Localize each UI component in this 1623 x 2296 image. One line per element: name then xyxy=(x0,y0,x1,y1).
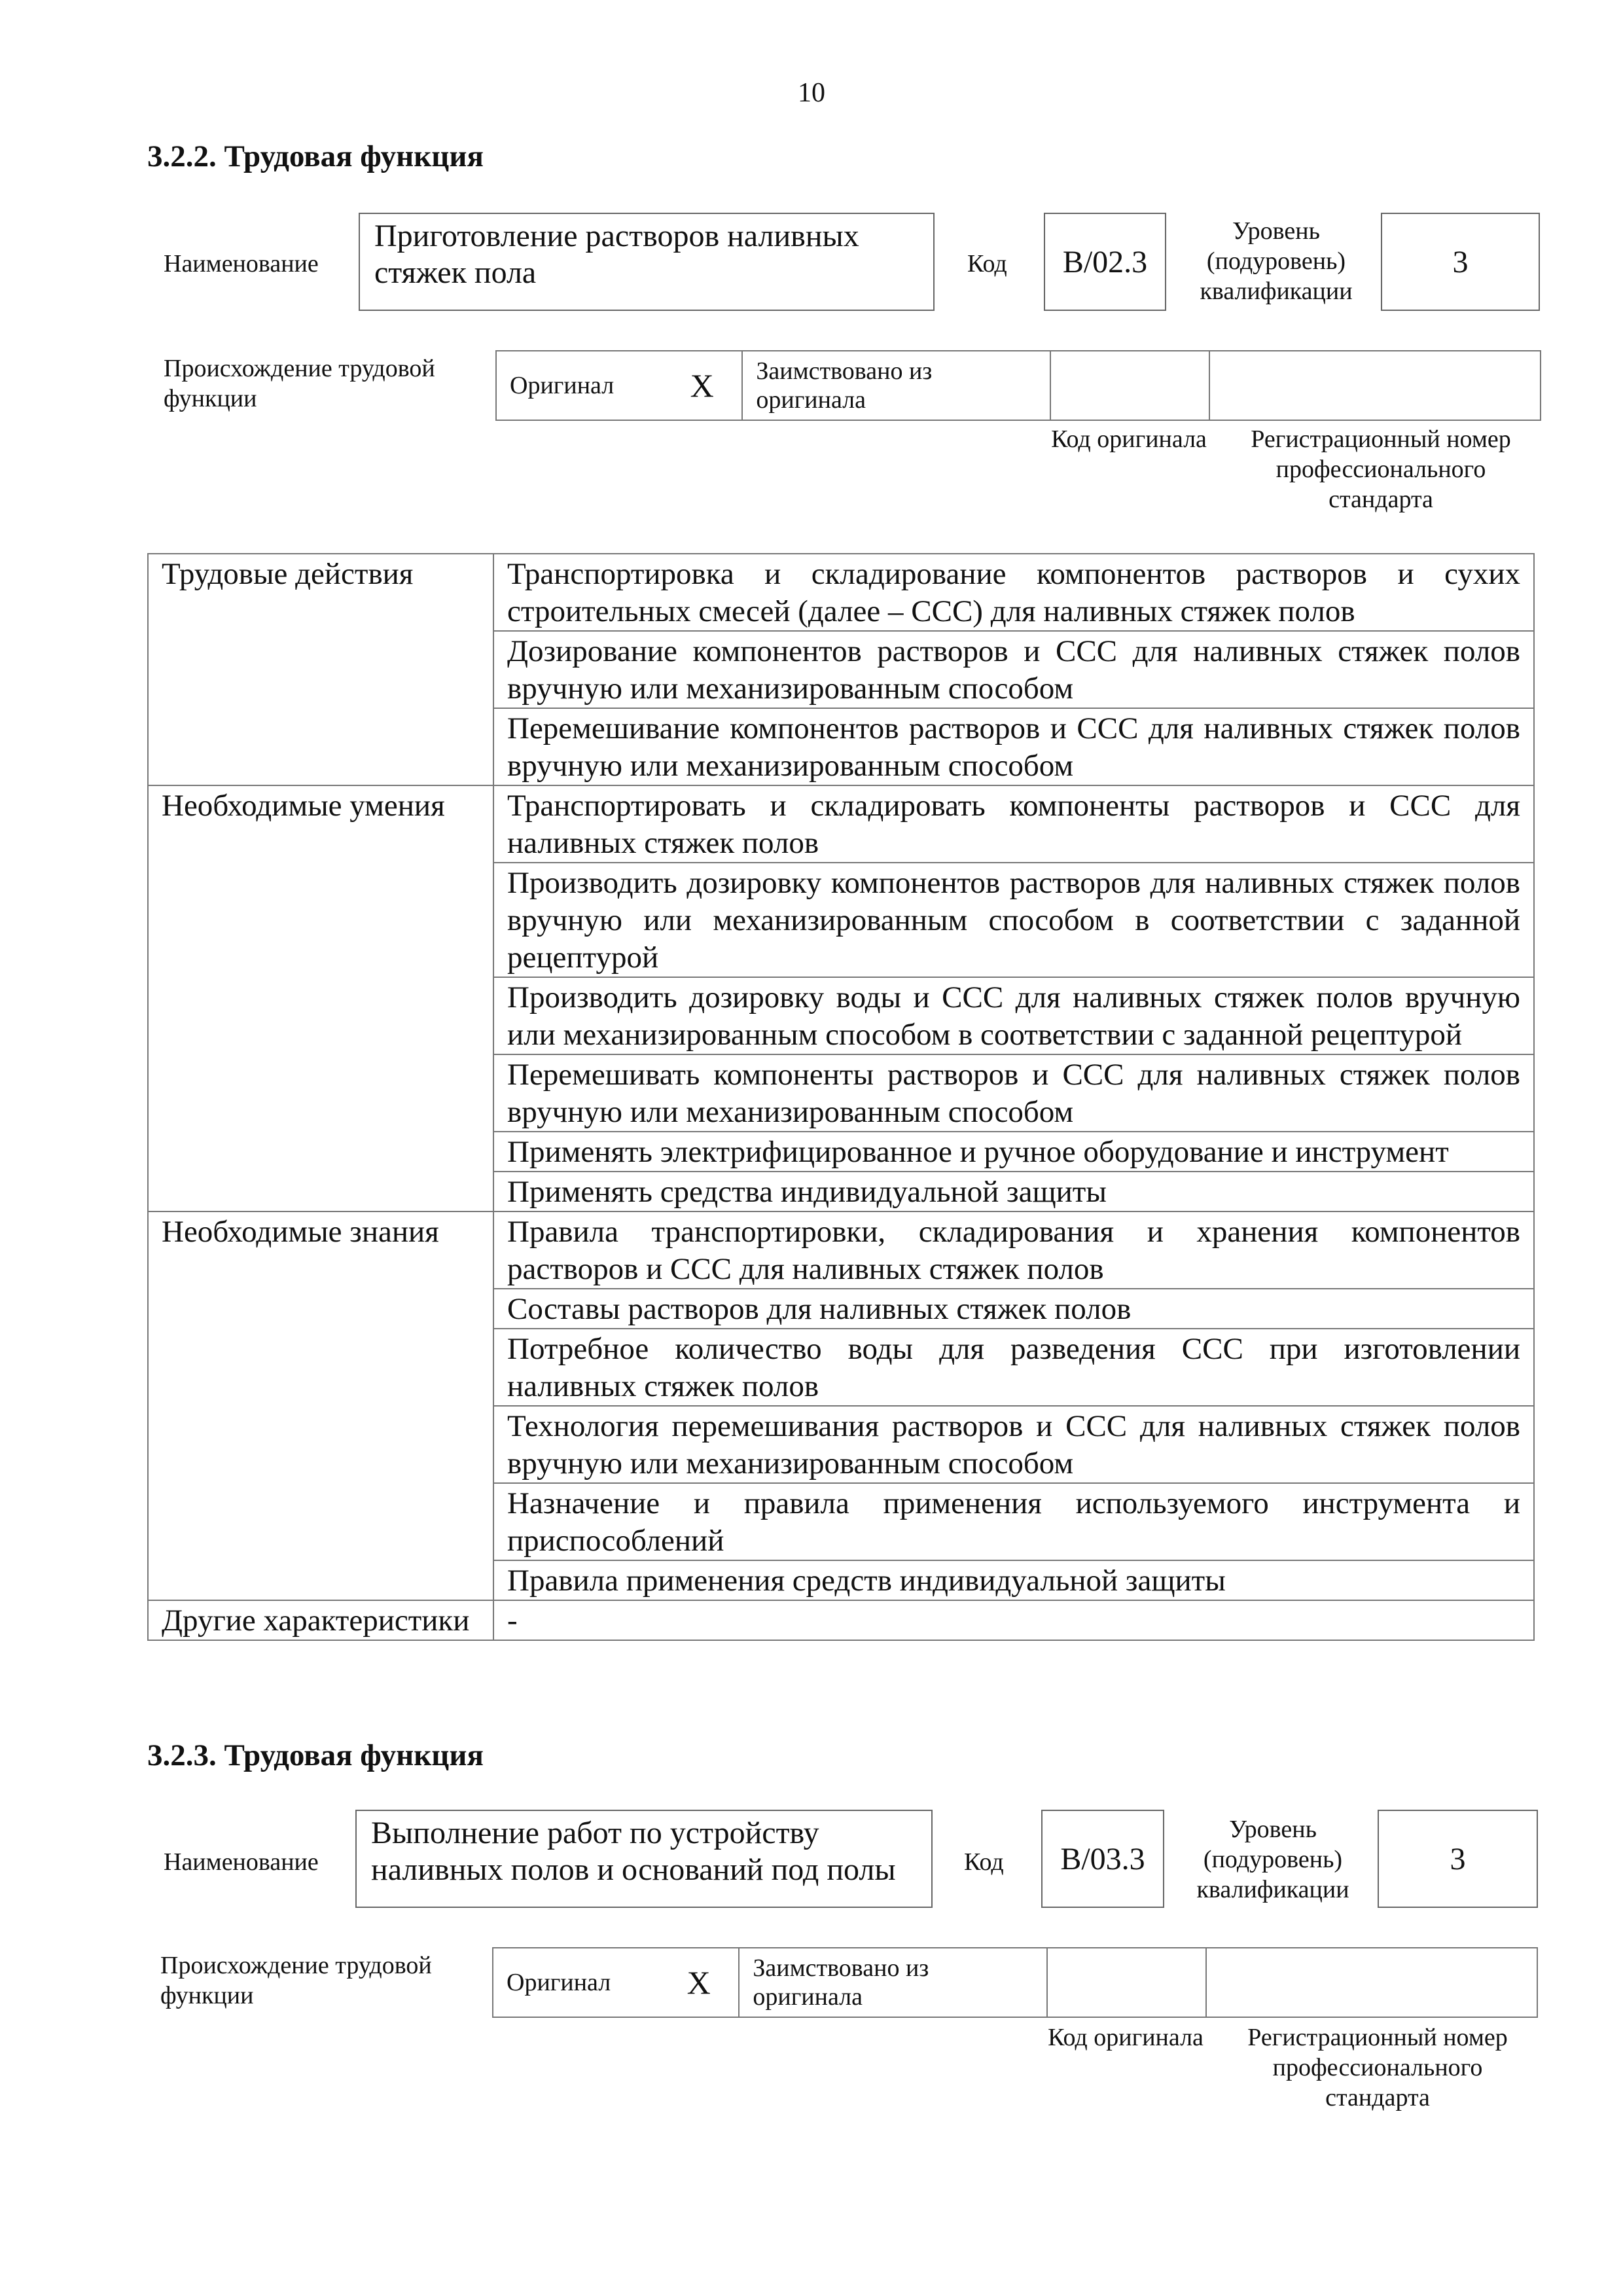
origin-table xyxy=(495,350,1541,421)
reg-number-cell xyxy=(1209,351,1541,420)
original-label: Оригинал xyxy=(496,351,677,420)
labor-action-item: Транспортировка и складирование компонентов растворов и сухих строительных смесей (далее – ССС) для наливных стяжек полов xyxy=(493,554,1534,631)
skill-item: Применять средства индивидуальной защиты xyxy=(493,1172,1534,1211)
origin-label: Происхождение трудовой функции xyxy=(160,1952,432,2009)
table-row xyxy=(148,554,1534,631)
function-name-box: Выполнение работ по устройству наливных полов и оснований под полы xyxy=(355,1810,933,1908)
section-heading: 3.2.3. Трудовая функция xyxy=(147,1738,484,1772)
code-value-box: B/03.3 xyxy=(1041,1810,1164,1908)
orig-code-caption: Код оригинала xyxy=(1051,425,1207,453)
table-row xyxy=(148,1211,1534,1289)
page-number: 10 xyxy=(798,78,825,108)
level-value-box: 3 xyxy=(1378,1810,1538,1908)
labor-function-table xyxy=(147,553,1535,1641)
skill-item: Производить дозировку воды и ССС для наливных стяжек полов вручную или механизированным способом в соответствии с заданной рецептурой xyxy=(493,977,1534,1054)
code-value-box: B/02.3 xyxy=(1044,213,1166,311)
reg-number-caption: Регистрационный номер профессионального стандарта xyxy=(1247,2024,1508,2111)
original-code-cell xyxy=(1050,351,1210,420)
row-category-label: Необходимые знания xyxy=(148,1211,493,1600)
level-label: Уровень (подуровень) квалификации xyxy=(1200,217,1353,305)
original-code-cell xyxy=(1047,1948,1207,2017)
borrowed-label: Заимствовано из оригинала xyxy=(742,351,1050,420)
borrowed-label: Заимствовано из оригинала xyxy=(739,1948,1046,2017)
level-value-box: 3 xyxy=(1381,213,1540,311)
level-label: Уровень (подуровень) квалификации xyxy=(1196,1816,1349,1903)
code-label: Код xyxy=(967,250,1007,278)
knowledge-item: Правила применения средств индивидуальной защиты xyxy=(493,1560,1534,1600)
labor-action-item: Перемешивание компонентов растворов и ССС для наливных стяжек полов вручную или механизированным способом xyxy=(493,708,1534,785)
skill-item: Производить дозировку компонентов растворов для наливных стяжек полов вручную или механизированным способом в соответствии с заданной рецептурой xyxy=(493,863,1534,977)
origin-label: Происхождение трудовой функции xyxy=(164,355,435,412)
code-label: Код xyxy=(964,1848,1004,1876)
origin-table xyxy=(492,1947,1538,2018)
other-characteristics-value: - xyxy=(493,1600,1534,1640)
reg-number-cell xyxy=(1206,1948,1537,2017)
name-label: Наименование xyxy=(164,1848,319,1876)
section-heading: 3.2.2. Трудовая функция xyxy=(147,139,484,173)
table-row xyxy=(148,785,1534,863)
skill-item: Перемешивать компоненты растворов и ССС для наливных стяжек полов вручную или механизированным способом xyxy=(493,1054,1534,1132)
knowledge-item: Составы растворов для наливных стяжек полов xyxy=(493,1289,1534,1329)
original-mark: X xyxy=(677,351,743,420)
row-category-label: Необходимые умения xyxy=(148,785,493,1211)
table-row xyxy=(148,1600,1534,1640)
knowledge-item: Технология перемешивания растворов и ССС для наливных стяжек полов вручную или механизированным способом xyxy=(493,1406,1534,1483)
name-label: Наименование xyxy=(164,250,319,278)
reg-number-caption: Регистрационный номер профессионального стандарта xyxy=(1251,425,1511,513)
function-name-box: Приготовление растворов наливных стяжек пола xyxy=(359,213,935,311)
skill-item: Применять электрифицированное и ручное оборудование и инструмент xyxy=(493,1132,1534,1172)
labor-action-item: Дозирование компонентов растворов и ССС для наливных стяжек полов вручную или механизированным способом xyxy=(493,631,1534,708)
skill-item: Транспортировать и складировать компоненты растворов и ССС для наливных стяжек полов xyxy=(493,785,1534,863)
row-category-label: Трудовые действия xyxy=(148,554,493,785)
knowledge-item: Потребное количество воды для разведения ССС при изготовлении наливных стяжек полов xyxy=(493,1329,1534,1406)
original-mark: X xyxy=(674,1948,740,2017)
knowledge-item: Правила транспортировки, складирования и хранения компонентов растворов и ССС для наливных стяжек полов xyxy=(493,1211,1534,1289)
knowledge-item: Назначение и правила применения используемого инструмента и приспособлений xyxy=(493,1483,1534,1560)
row-category-label: Другие характеристики xyxy=(148,1600,493,1640)
original-label: Оригинал xyxy=(493,1948,674,2017)
orig-code-caption: Код оригинала xyxy=(1048,2024,1204,2051)
